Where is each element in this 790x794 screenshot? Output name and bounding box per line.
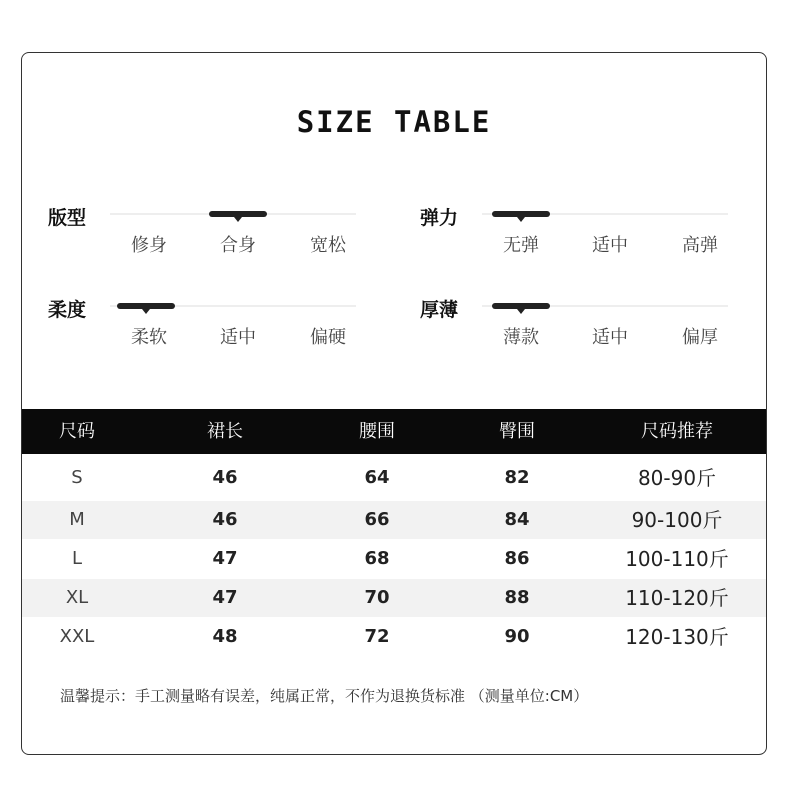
recommendation-cell: 120-130斤 [625,625,729,649]
attribute-indicator [492,303,550,309]
attribute-option: 宽松 [310,235,346,256]
attribute-indicator [492,211,550,217]
attribute-option: 薄款 [503,327,539,348]
attribute-option: 适中 [592,327,628,348]
size-cell: XXL [59,626,95,647]
recommendation-cell: 110-120斤 [625,586,729,610]
table-cell: 64 [364,467,390,488]
table-cell: 70 [364,587,390,608]
attribute-option: 合身 [220,235,256,256]
table-row [22,540,766,578]
column-header: 尺码 [59,421,95,442]
size-cell: M [69,509,85,530]
table-cell: 84 [504,509,530,530]
table-cell: 90 [504,626,530,647]
table-cell: 72 [364,626,390,647]
size-chart-card [21,52,767,755]
attribute-option: 适中 [220,327,256,348]
attribute-fit [42,203,372,273]
attribute-option: 偏硬 [310,327,346,348]
attribute-softness [42,295,372,365]
size-cell: L [71,548,83,569]
table-cell: 46 [212,467,238,488]
table-cell: 82 [504,467,530,488]
attribute-label: 弹力 [420,207,459,229]
attribute-indicator [209,211,267,217]
attribute-option: 柔软 [131,327,167,348]
size-cell: S [71,467,83,488]
table-cell: 46 [212,509,238,530]
attribute-option: 偏厚 [682,327,718,348]
table-row [22,501,766,539]
table-cell: 86 [504,548,530,569]
attribute-elasticity [414,203,744,273]
attribute-option: 适中 [592,235,628,256]
table-cell: 66 [364,509,390,530]
attribute-option: 修身 [131,235,167,256]
attribute-indicator [117,303,175,309]
attribute-option: 高弹 [682,235,718,256]
page-title: SIZE TABLE [296,105,492,139]
attribute-thickness [414,295,744,365]
recommendation-cell: 80-90斤 [637,466,717,490]
table-row [22,618,766,656]
table-header [22,409,766,454]
attribute-option: 无弹 [503,235,539,256]
table-row [22,579,766,617]
attribute-label: 柔度 [48,299,87,321]
table-cell: 48 [212,626,238,647]
recommendation-cell: 100-110斤 [625,547,729,571]
size-cell: XL [65,587,89,608]
column-header: 腰围 [359,421,395,442]
table-cell: 47 [212,548,238,569]
attribute-label: 版型 [48,207,87,229]
table-cell: 88 [504,587,530,608]
measurement-note: 温馨提示：手工测量略有误差，纯属正常，不作为退换货标准 （测量单位:CM） [60,687,589,705]
table-row [22,459,766,497]
column-header: 尺码推荐 [641,421,713,442]
column-header: 裙长 [207,421,243,442]
column-header: 臀围 [499,421,535,442]
recommendation-cell: 90-100斤 [631,508,723,532]
attribute-label: 厚薄 [420,299,459,321]
table-cell: 68 [364,548,390,569]
table-cell: 47 [212,587,238,608]
